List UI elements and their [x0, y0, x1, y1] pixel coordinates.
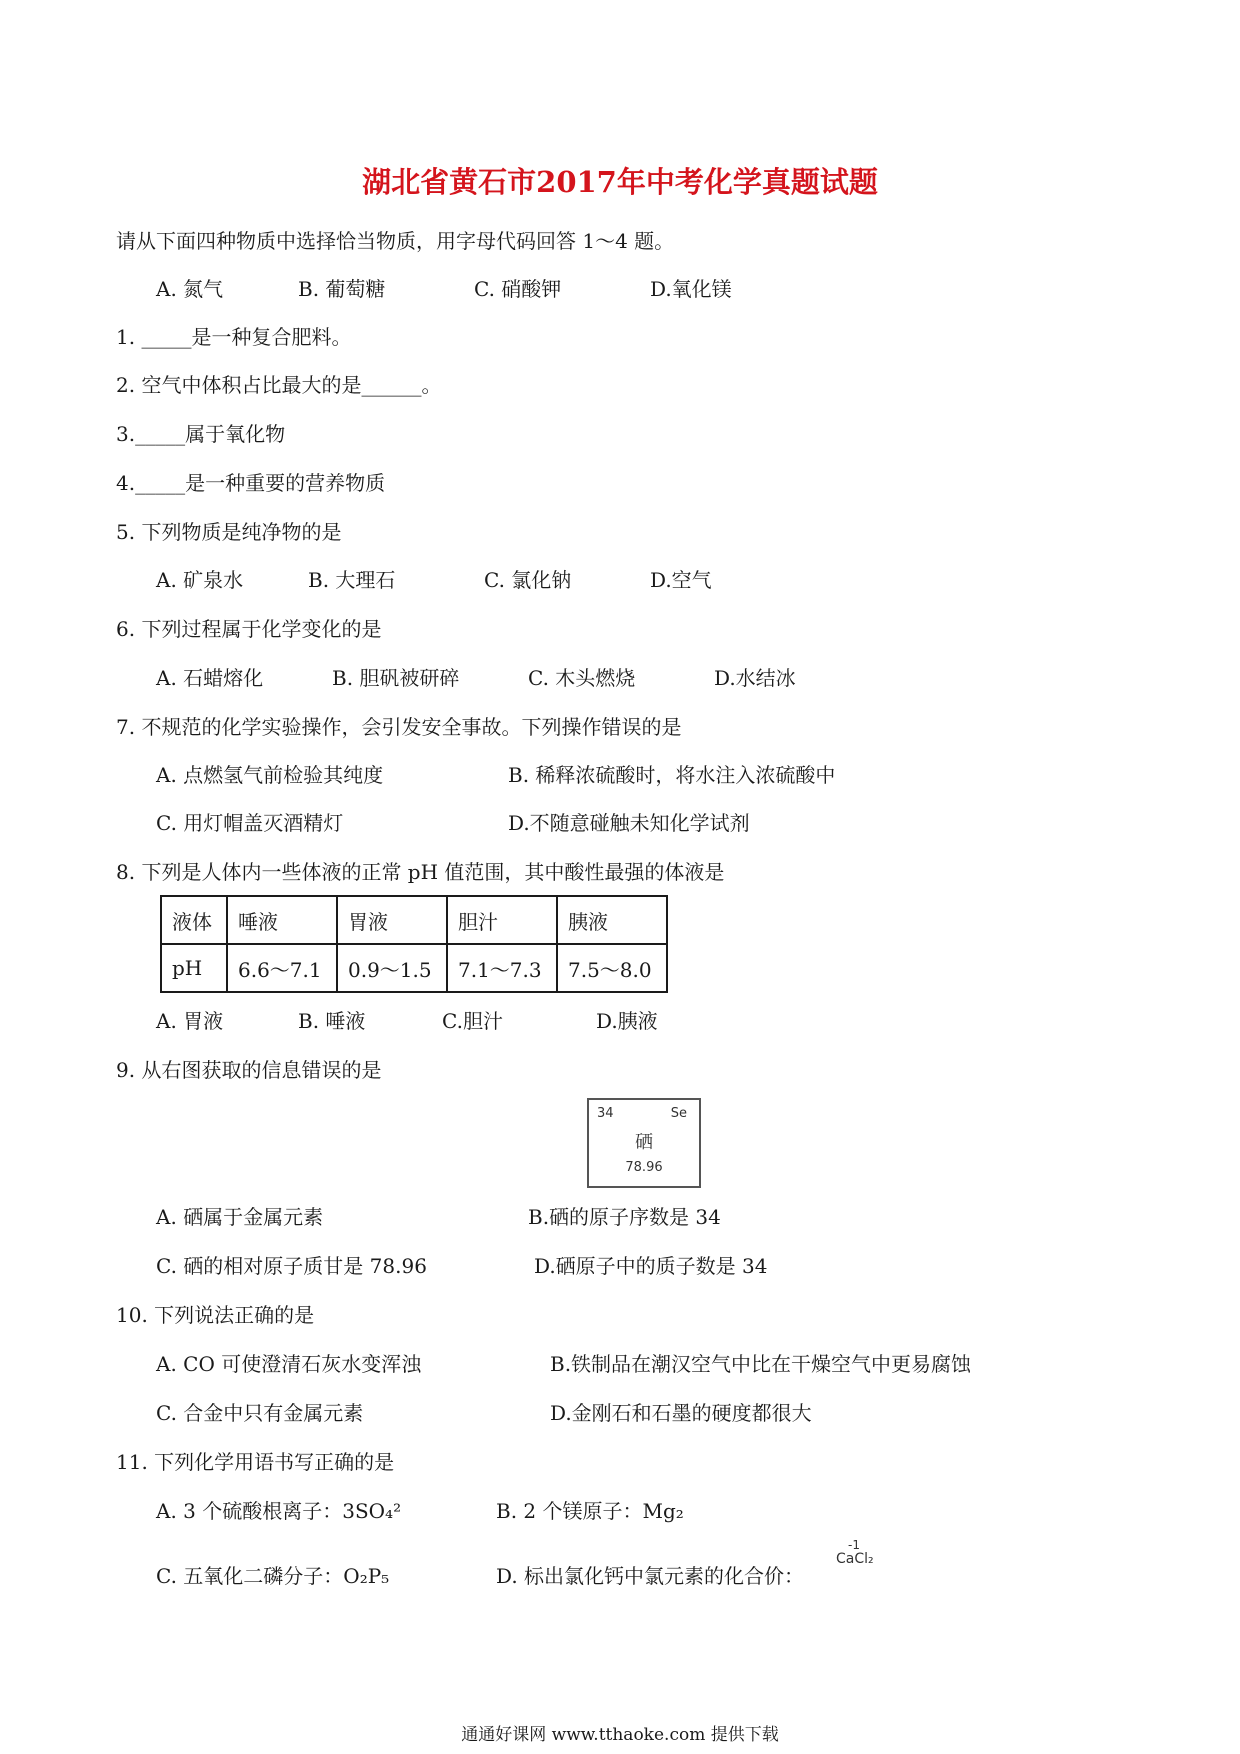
q6-option-a: A. 石蜡熔化 [156, 666, 264, 690]
page-title: 湖北省黄石市2017年中考化学真题试题 [362, 165, 878, 199]
q11-option-a: A. 3 个硫酸根离子：3SO₄² [156, 1499, 402, 1523]
element-symbol: Se [670, 1106, 687, 1121]
question-11: 11. 下列化学用语书写正确的是 [116, 1450, 395, 1474]
question-9: 9. 从右图获取的信息错误的是 [116, 1058, 382, 1082]
element-number: 34 [597, 1106, 614, 1121]
table-cell: 胃液 [337, 896, 447, 944]
option-d: D.氧化镁 [650, 277, 732, 301]
q8-option-b: B. 唾液 [298, 1009, 366, 1033]
q11-option-c: C. 五氧化二磷分子：O₂P₅ [156, 1564, 390, 1588]
table-cell: 0.9～1.5 [337, 944, 447, 992]
table-cell: 7.1～7.3 [447, 944, 557, 992]
q8-option-a: A. 胃液 [156, 1009, 224, 1033]
question-4: 4._____是一种重要的营养物质 [116, 471, 386, 495]
page-footer: 通通好课网 www.tthaoke.com 提供下载 [461, 1725, 779, 1745]
q8-option-d: D.胰液 [596, 1009, 658, 1033]
q5-option-c: C. 氯化钠 [484, 568, 572, 592]
chlorine-valence: -1 [848, 1538, 860, 1552]
q11-option-b: B. 2 个镁原子：Mg₂ [496, 1499, 684, 1523]
question-7: 7. 不规范的化学实验操作，会引发安全事故。下列操作错误的是 [116, 715, 682, 739]
table-cell: 6.6～7.1 [227, 944, 337, 992]
q10-option-d: D.金刚石和石墨的硬度都很大 [550, 1401, 812, 1425]
element-name: 硒 [635, 1132, 653, 1153]
q6-option-c: C. 木头燃烧 [528, 666, 636, 690]
table-header-row [161, 896, 667, 944]
q10-option-b: B.铁制品在潮汉空气中比在干燥空气中更易腐蚀 [550, 1352, 972, 1376]
question-3: 3._____属于氧化物 [116, 422, 286, 446]
question-8: 8. 下列是人体内一些体液的正常 pH 值范围，其中酸性最强的体液是 [116, 860, 725, 884]
q5-option-b: B. 大理石 [308, 568, 396, 592]
q7-option-a: A. 点燃氢气前检验其纯度 [156, 763, 384, 787]
q10-option-a: A. CO 可使澄清石灰水变浑浊 [156, 1352, 422, 1376]
question-10: 10. 下列说法正确的是 [116, 1303, 315, 1327]
q9-option-a: A. 硒属于金属元素 [156, 1205, 324, 1229]
q7-option-c: C. 用灯帽盖灭酒精灯 [156, 811, 344, 835]
table-cell: 唾液 [227, 896, 337, 944]
calcium-chloride-formula [836, 1538, 874, 1567]
element-card-selenium [587, 1098, 701, 1188]
table-cell: 胆汁 [447, 896, 557, 944]
table-cell: pH [161, 944, 227, 992]
q7-option-b: B. 稀释浓硫酸时，将水注入浓硫酸中 [508, 763, 836, 787]
q7-option-d: D.不随意碰触未知化学试剂 [508, 811, 750, 835]
formula-text: CaCl₂ [836, 1551, 874, 1567]
q10-option-c: C. 合金中只有金属元素 [156, 1401, 364, 1425]
intro-text: 请从下面四种物质中选择恰当物质，用字母代码回答 1～4 题。 [116, 229, 675, 253]
question-2: 2. 空气中体积占比最大的是______。 [116, 373, 442, 397]
table-cell: 7.5～8.0 [557, 944, 667, 992]
table-cell: 液体 [161, 896, 227, 944]
q11-option-d: D. 标出氯化钙中氯元素的化合价： [496, 1564, 805, 1588]
option-a: A. 氮气 [156, 277, 224, 301]
q6-option-b: B. 胆矾被研碎 [332, 666, 460, 690]
question-5: 5. 下列物质是纯净物的是 [116, 520, 342, 544]
element-mass: 78.96 [625, 1160, 663, 1175]
q9-option-b: B.硒的原子序数是 34 [528, 1205, 721, 1229]
question-6: 6. 下列过程属于化学变化的是 [116, 617, 382, 641]
question-1: 1. _____是一种复合肥料。 [116, 325, 352, 349]
q9-option-d: D.硒原子中的质子数是 34 [534, 1254, 768, 1278]
q5-option-d: D.空气 [650, 568, 712, 592]
table-cell: 胰液 [557, 896, 667, 944]
option-c: C. 硝酸钾 [474, 277, 562, 301]
ph-table [160, 895, 668, 993]
q5-option-a: A. 矿泉水 [156, 568, 244, 592]
table-row [161, 944, 667, 992]
q8-option-c: C.胆汁 [442, 1009, 503, 1033]
q6-option-d: D.水结冰 [714, 666, 796, 690]
option-b: B. 葡萄糖 [298, 277, 386, 301]
q9-option-c: C. 硒的相对原子质甘是 78.96 [156, 1254, 427, 1278]
